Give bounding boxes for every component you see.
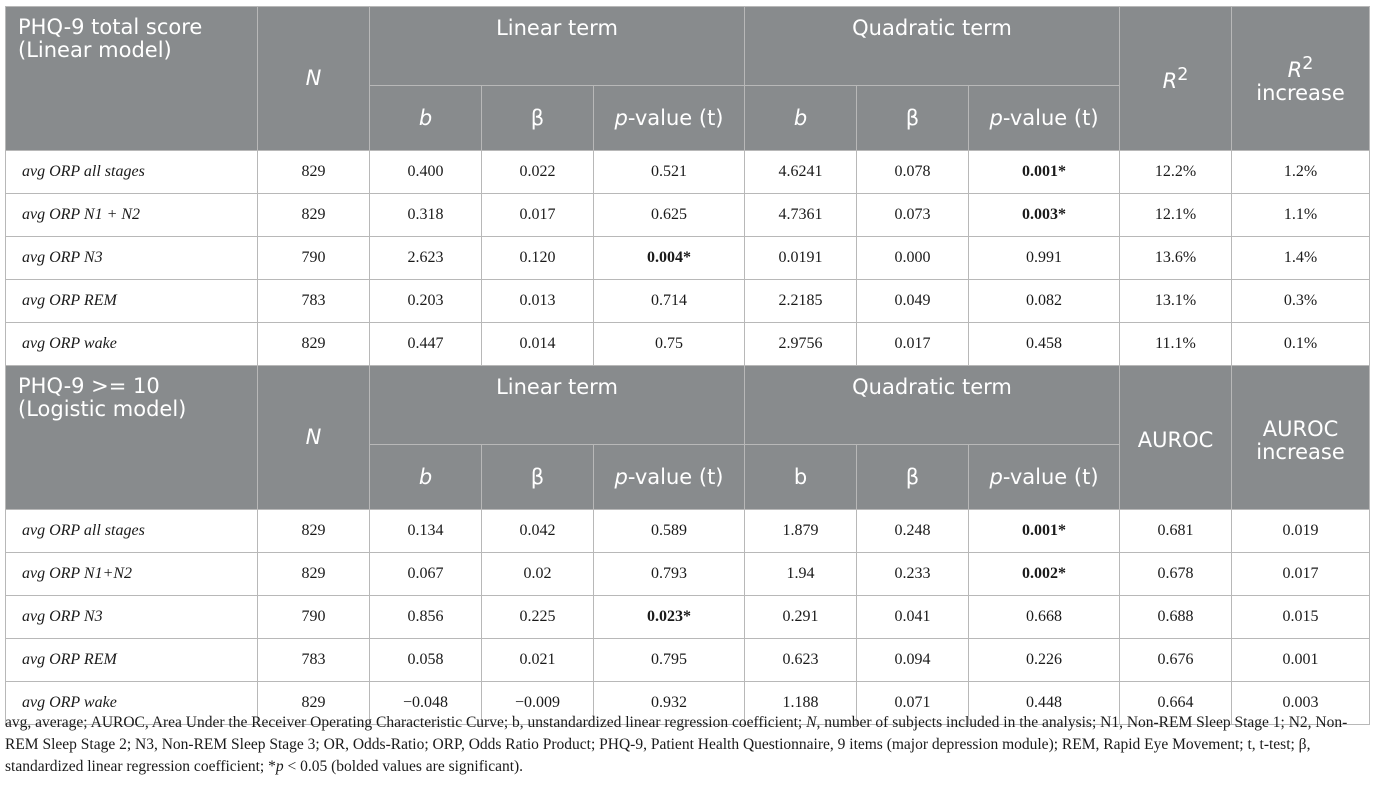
table-cell: 0.049 [857,280,969,323]
table-cell: 0.225 [482,596,594,639]
table-cell: 829 [258,323,370,366]
col-header-lin-beta: β [482,445,594,510]
table-row [6,323,1370,366]
table-cell: 0.042 [482,510,594,553]
table-footnote [5,712,1369,778]
col-header-increase [1232,366,1370,510]
table-cell: 0.233 [857,553,969,596]
table-cell: 1.188 [745,682,857,725]
table-cell: 0.082 [969,280,1120,323]
table-cell: 0.058 [370,639,482,682]
metric-sup: 2 [1177,65,1189,85]
increase-label-top [1236,53,1365,82]
col-header-lin-b: b [370,445,482,510]
table-cell: 0.714 [594,280,745,323]
table-cell: 0.668 [969,596,1120,639]
col-header-quad-p [969,445,1120,510]
table-cell: 0.071 [857,682,969,725]
table-cell: 0.521 [594,151,745,194]
table-cell: 0.400 [370,151,482,194]
table-cell: 0.000 [857,237,969,280]
section-title-line2: (Logistic model) [18,397,187,421]
table-cell: 0.0191 [745,237,857,280]
p-suffix: -value (t) [1002,105,1099,130]
col-header-lin-p [594,86,745,151]
table-body [6,7,1370,725]
table-cell: 0.013 [482,280,594,323]
table-cell: 0.793 [594,553,745,596]
metric-base: AUROC [1137,428,1214,452]
row-label: avg ORP wake [6,682,258,725]
section-title-line1: PHQ-9 total score [18,15,203,39]
table-cell: 2.9756 [745,323,857,366]
results-table [5,6,1370,725]
table-cell: 829 [258,510,370,553]
table-cell: 0.447 [370,323,482,366]
increase-base: AUROC [1262,416,1339,441]
table-cell: −0.009 [482,682,594,725]
table-cell: 0.004* [594,237,745,280]
table-cell: 783 [258,280,370,323]
section-header-row [6,7,1370,86]
col-header-lin-p [594,445,745,510]
table-cell: 0.664 [1120,682,1232,725]
p-suffix: -value (t) [627,105,724,130]
p-suffix: -value (t) [627,464,724,489]
row-label: avg ORP REM [6,280,258,323]
table-cell: 0.017 [482,194,594,237]
table-cell: 0.023* [594,596,745,639]
p-prefix: p [614,105,628,130]
increase-sup: 2 [1302,53,1314,74]
table-row [6,194,1370,237]
row-label: avg ORP N3 [6,237,258,280]
table-cell: 0.134 [370,510,482,553]
table-cell: 0.589 [594,510,745,553]
section-header-row [6,366,1370,445]
table-row [6,510,1370,553]
table-cell: 0.3% [1232,280,1370,323]
table-cell: 0.795 [594,639,745,682]
table-cell: −0.048 [370,682,482,725]
metric-base: R [1162,69,1178,93]
increase-label-top [1236,412,1365,441]
p-prefix: p [989,464,1003,489]
table-cell: 1.2% [1232,151,1370,194]
table-row [6,280,1370,323]
footnote-text-3: , number of subjects included in the analysis; N1, Non-REM Sleep Stage 1; N2, Non-REM Sleep Stage 2; N3, Non-REM Sleep Stage 3; OR, Odds-Ratio; ORP, Odds Ratio Product; PHQ-9, Patient Health Questionnaire, 9 items (major depression module); REM, Rapid Eye Movement; t, t-test; β, standardized linear regression coefficient; * [5,714,1348,775]
table-cell: 13.6% [1120,237,1232,280]
table-cell: 829 [258,682,370,725]
table-cell: 0.623 [745,639,857,682]
table-cell: 0.120 [482,237,594,280]
table-cell: 0.678 [1120,553,1232,596]
p-prefix: p [989,105,1003,130]
col-header-lin-b: b [370,86,482,151]
table-cell: 12.1% [1120,194,1232,237]
table-cell: 0.02 [482,553,594,596]
group-header-linear: Linear term [370,7,745,86]
increase-base: R [1287,57,1303,82]
table-cell: 783 [258,639,370,682]
table-cell: 0.001* [969,510,1120,553]
footnote-text-2: N [806,714,817,731]
table-cell: 0.458 [969,323,1120,366]
col-header-lin-beta: β [482,86,594,151]
table-cell: 0.014 [482,323,594,366]
table-cell: 0.022 [482,151,594,194]
table-cell: 12.2% [1120,151,1232,194]
table-cell: 0.75 [594,323,745,366]
table-cell: 0.676 [1120,639,1232,682]
p-prefix: p [614,464,628,489]
row-label: avg ORP N1+N2 [6,553,258,596]
table-cell: 0.625 [594,194,745,237]
table-cell: 0.003 [1232,682,1370,725]
col-header-quad-beta: β [857,86,969,151]
section-title-line1: PHQ-9 >= 10 [18,374,160,398]
table-cell: 0.226 [969,639,1120,682]
table-cell: 0.318 [370,194,482,237]
table-cell: 0.448 [969,682,1120,725]
table-cell: 0.041 [857,596,969,639]
table-cell: 4.7361 [745,194,857,237]
row-label: avg ORP wake [6,323,258,366]
table-row [6,596,1370,639]
table-cell: 11.1% [1120,323,1232,366]
table-cell: 0.094 [857,639,969,682]
col-header-metric [1120,7,1232,151]
table-cell: 0.001 [1232,639,1370,682]
table-cell: 2.623 [370,237,482,280]
section-title [6,7,258,151]
table-cell: 0.856 [370,596,482,639]
row-label: avg ORP all stages [6,151,258,194]
table-cell: 1.1% [1232,194,1370,237]
results-table-container [5,6,1369,725]
table-cell: 0.002* [969,553,1120,596]
table-cell: 0.1% [1232,323,1370,366]
table-row [6,639,1370,682]
table-cell: 1.94 [745,553,857,596]
table-row [6,553,1370,596]
table-cell: 0.688 [1120,596,1232,639]
table-cell: 1.4% [1232,237,1370,280]
col-header-quad-beta: β [857,445,969,510]
table-cell: 829 [258,553,370,596]
table-cell: 13.1% [1120,280,1232,323]
col-header-increase [1232,7,1370,151]
table-cell: 0.001* [969,151,1120,194]
group-header-quadratic: Quadratic term [745,7,1120,86]
col-header-quad-b: b [745,445,857,510]
table-cell: 0.073 [857,194,969,237]
table-cell: 0.932 [594,682,745,725]
row-label: avg ORP N1 + N2 [6,194,258,237]
section-title-line2: (Linear model) [18,38,172,62]
group-header-linear: Linear term [370,366,745,445]
table-cell: 790 [258,237,370,280]
p-suffix: -value (t) [1002,464,1099,489]
table-cell: 1.879 [745,510,857,553]
table-cell: 4.6241 [745,151,857,194]
group-header-quadratic: Quadratic term [745,366,1120,445]
table-cell: 0.017 [1232,553,1370,596]
increase-text: increase [1256,80,1345,105]
row-label: avg ORP N3 [6,596,258,639]
table-cell: 790 [258,596,370,639]
table-cell: 0.019 [1232,510,1370,553]
table-cell: 0.248 [857,510,969,553]
table-cell: 0.015 [1232,596,1370,639]
table-cell: 2.2185 [745,280,857,323]
table-cell: 0.291 [745,596,857,639]
table-cell: 0.991 [969,237,1120,280]
table-cell: 0.078 [857,151,969,194]
section-title [6,366,258,510]
col-header-quad-p [969,86,1120,151]
col-header-quad-b: b [745,86,857,151]
footnote-text-1: avg, average; AUROC, Area Under the Receiver Operating Characteristic Curve; b, unstandardized linear regression coefficient; [5,714,807,731]
row-label: avg ORP all stages [6,510,258,553]
table-cell: 829 [258,151,370,194]
table-cell: 0.021 [482,639,594,682]
increase-text: increase [1256,439,1345,464]
table-cell: 0.017 [857,323,969,366]
footnote-text-4: p [275,758,284,775]
table-cell: 829 [258,194,370,237]
table-cell: 0.203 [370,280,482,323]
table-row [6,151,1370,194]
col-header-n: N [258,366,370,510]
table-cell: 0.003* [969,194,1120,237]
col-header-metric [1120,366,1232,510]
footnote-text-5: < 0.05 (bolded values are significant). [283,758,524,775]
col-header-n: N [258,7,370,151]
table-cell: 0.681 [1120,510,1232,553]
table-cell: 0.067 [370,553,482,596]
row-label: avg ORP REM [6,639,258,682]
table-row [6,237,1370,280]
